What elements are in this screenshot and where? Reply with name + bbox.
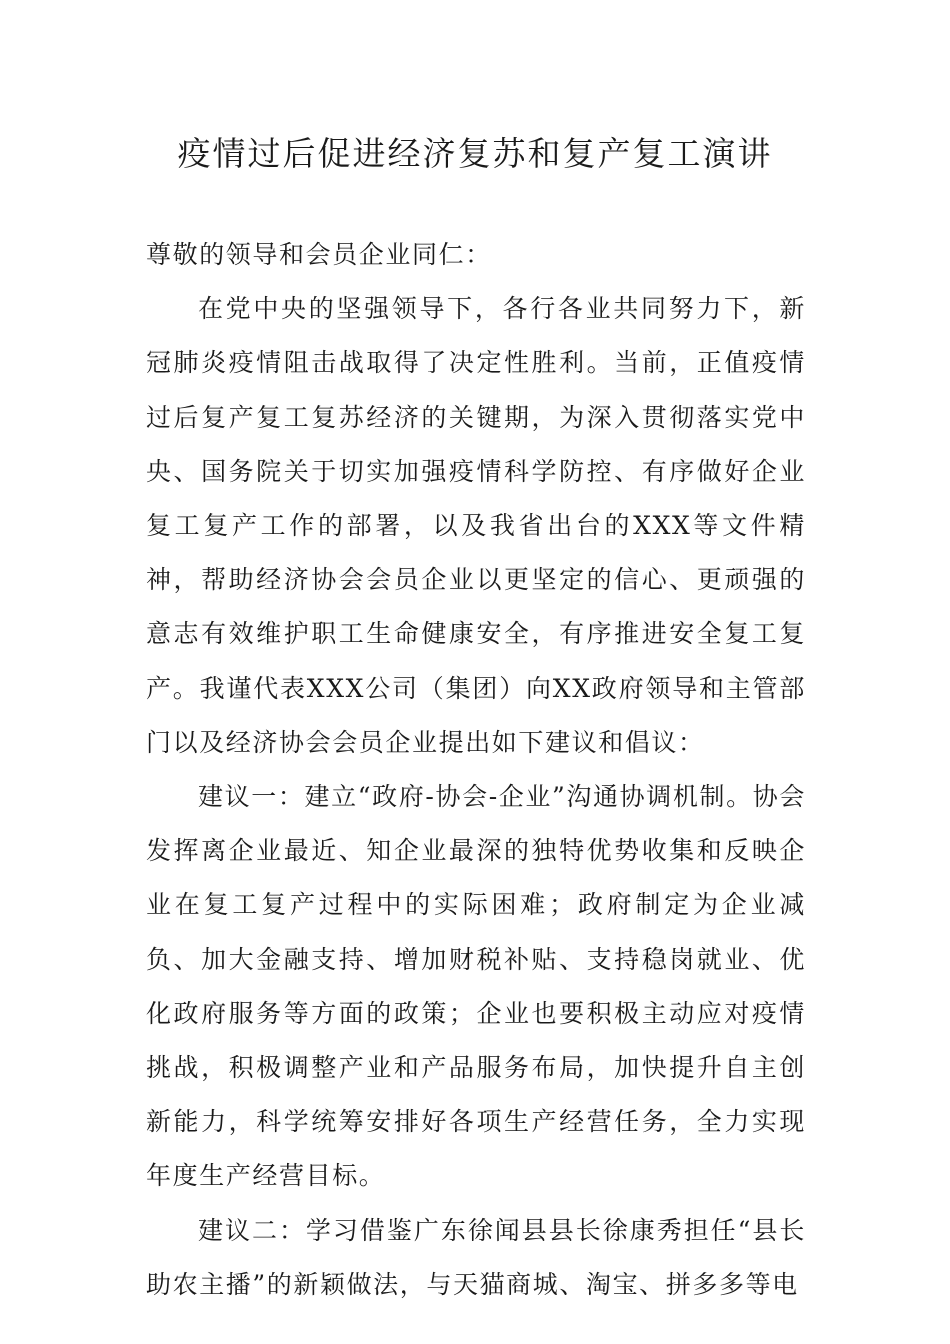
paragraph-suggestion-one: 建议一：建立“政府-协会-企业”沟通协调机制。协会发挥离企业最近、知企业最深的独特优势收集和反映企业在复工复产过程中的实际困难；政府制定为企业减负、加大金融支持、增加财税补贴、支持稳岗就业、优化政府服务等方面的政策；企业也要积极主动应对疫情挑战，积极调整产业和产品服务布局，加快提升自主创新能力，科学统筹安排好各项生产经营任务，全力实现年度生产经营目标。: [146, 782, 806, 1191]
paragraph-intro: 在党中央的坚强领导下，各行各业共同努力下，新冠肺炎疫情阻击战取得了决定性胜利。当前，正值疫情过后复产复工复苏经济的关键期，为深入贯彻落实党中央、国务院关于切实加强疫情科学防控、有序做好企业复工复产工作的部署，以及我省出台的XXX等文件精神，帮助经济协会会员企业以更坚定的信心、更顽强的意志有效维护职工生命健康安全，有序推进安全复工复产。我谨代表XXX公司（集团）向XX政府领导和主管部门以及经济协会会员企业提出如下建议和倡议：: [146, 294, 806, 757]
document-body: [146, 228, 806, 1312]
document-title: 疫情过后促进经济复苏和复产复工演讲: [177, 134, 773, 173]
paragraph-suggestion-two: 建议二：学习借鉴广东徐闻县县长徐康秀担任“县长助农主播”的新颖做法，与天猫商城、淘宝、拼多多等电: [146, 1215, 806, 1299]
salutation: 尊敬的领导和会员企业同仁：: [146, 240, 492, 269]
